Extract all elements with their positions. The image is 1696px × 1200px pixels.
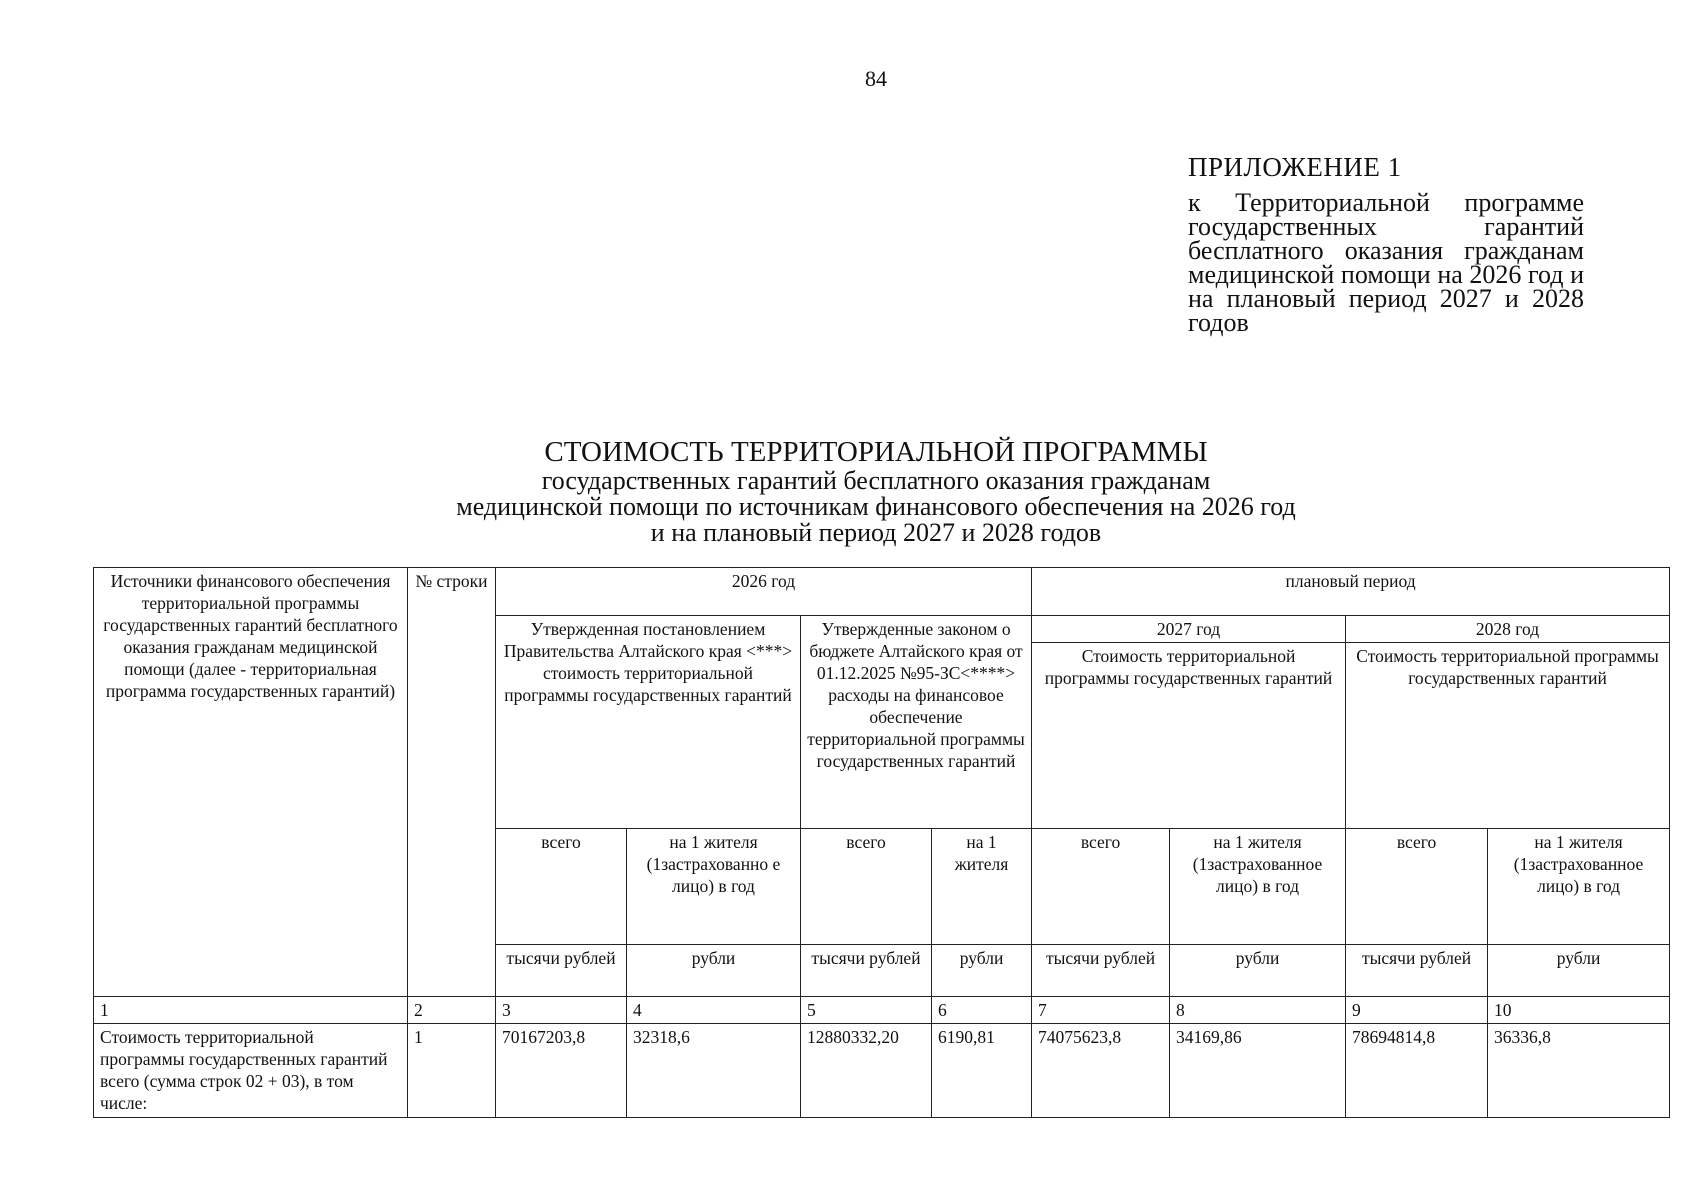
header-sources: Источники финансового обеспечения территориальной программы государственных гарантий бесплатного оказания гражданам медицинской помощи (далее - территориальная программа государственных гарантий): [94, 568, 408, 997]
value-2027-total: 74075623,8: [1032, 1024, 1170, 1118]
column-number: 5: [801, 997, 932, 1024]
header-approved-law: Утвержденные законом о бюджете Алтайского края от 01.12.2025 №95-ЗС<****> расходы на финансовое обеспечение территориальной программы государственных гарантий: [801, 616, 1032, 829]
value-2026-per-resident: 32318,6: [627, 1024, 801, 1118]
unit-rubles: рубли: [1170, 945, 1346, 997]
unit-thousand-rubles: тысячи рублей: [801, 945, 932, 997]
unit-rubles: рубли: [627, 945, 801, 997]
unit-rubles: рубли: [932, 945, 1032, 997]
row-number: 1: [408, 1024, 496, 1118]
value-law-per-resident: 6190,81: [932, 1024, 1032, 1118]
column-number: 4: [627, 997, 801, 1024]
header-per-resident-law: на 1 жителя: [932, 829, 1032, 945]
appendix-title: ПРИЛОЖЕНИЕ 1: [1188, 152, 1402, 182]
column-number: 7: [1032, 997, 1170, 1024]
header-total-law: всего: [801, 829, 932, 945]
unit-thousand-rubles: тысячи рублей: [496, 945, 627, 997]
value-2028-total: 78694814,8: [1346, 1024, 1488, 1118]
column-number: 9: [1346, 997, 1488, 1024]
header-total-2027: всего: [1032, 829, 1170, 945]
column-number: 1: [94, 997, 408, 1024]
header-approved-gov: Утвержденная постановлением Правительства Алтайского края <***> стоимость территориальной программы государственных гарантий: [496, 616, 801, 829]
header-year-2028: 2028 год: [1346, 616, 1670, 643]
value-2027-per-resident: 34169,86: [1170, 1024, 1346, 1118]
header-planned-period: плановый период: [1032, 568, 1670, 616]
header-year-2026: 2026 год: [496, 568, 1032, 616]
header-per-resident-2027: на 1 жителя (1застрахованное лицо) в год: [1170, 829, 1346, 945]
column-number: 3: [496, 997, 627, 1024]
column-number: 2: [408, 997, 496, 1024]
cost-table: [93, 567, 1670, 1118]
value-2028-per-resident: 36336,8: [1488, 1024, 1670, 1118]
header-year-2027: 2027 год: [1032, 616, 1346, 643]
row-source: Стоимость территориальной программы государственных гарантий всего (сумма строк 02 + 03), в том числе:: [94, 1024, 408, 1118]
column-number: 6: [932, 997, 1032, 1024]
title-line-2: государственных гарантий бесплатного оказания гражданам: [541, 466, 1211, 495]
document-title: [300, 436, 1452, 546]
header-cost-2028: Стоимость территориальной программы государственных гарантий: [1346, 643, 1670, 829]
value-2026-total: 70167203,8: [496, 1024, 627, 1118]
value-law-total: 12880332,20: [801, 1024, 932, 1118]
header-total-2026: всего: [496, 829, 627, 945]
appendix-block: [1188, 152, 1584, 335]
title-main: СТОИМОСТЬ ТЕРРИТОРИАЛЬНОЙ ПРОГРАММЫ: [544, 436, 1208, 468]
unit-rubles: рубли: [1488, 945, 1670, 997]
unit-thousand-rubles: тысячи рублей: [1346, 945, 1488, 997]
page-number: 84: [865, 66, 887, 91]
title-line-4: и на плановый период 2027 и 2028 годов: [650, 518, 1102, 547]
header-row-number: № строки: [408, 568, 496, 997]
title-line-3: медицинской помощи по источникам финансового обеспечения на 2026 год: [456, 492, 1296, 521]
column-number-row: [94, 997, 1670, 1024]
header-cost-2027: Стоимость территориальной программы государственных гарантий: [1032, 643, 1346, 829]
appendix-text: к Территориальной программе государственных гарантий бесплатного оказания гражданам медицинской помощи на 2026 год и на плановый период 2027 и 2028 годов: [1188, 188, 1584, 337]
header-per-resident-2028: на 1 жителя (1застрахованное лицо) в год: [1488, 829, 1670, 945]
header-per-resident-2026: на 1 жителя (1застрахованно е лицо) в год: [627, 829, 801, 945]
column-number: 10: [1488, 997, 1670, 1024]
column-number: 8: [1170, 997, 1346, 1024]
header-total-2028: всего: [1346, 829, 1488, 945]
table-row: [94, 1024, 1670, 1118]
unit-thousand-rubles: тысячи рублей: [1032, 945, 1170, 997]
